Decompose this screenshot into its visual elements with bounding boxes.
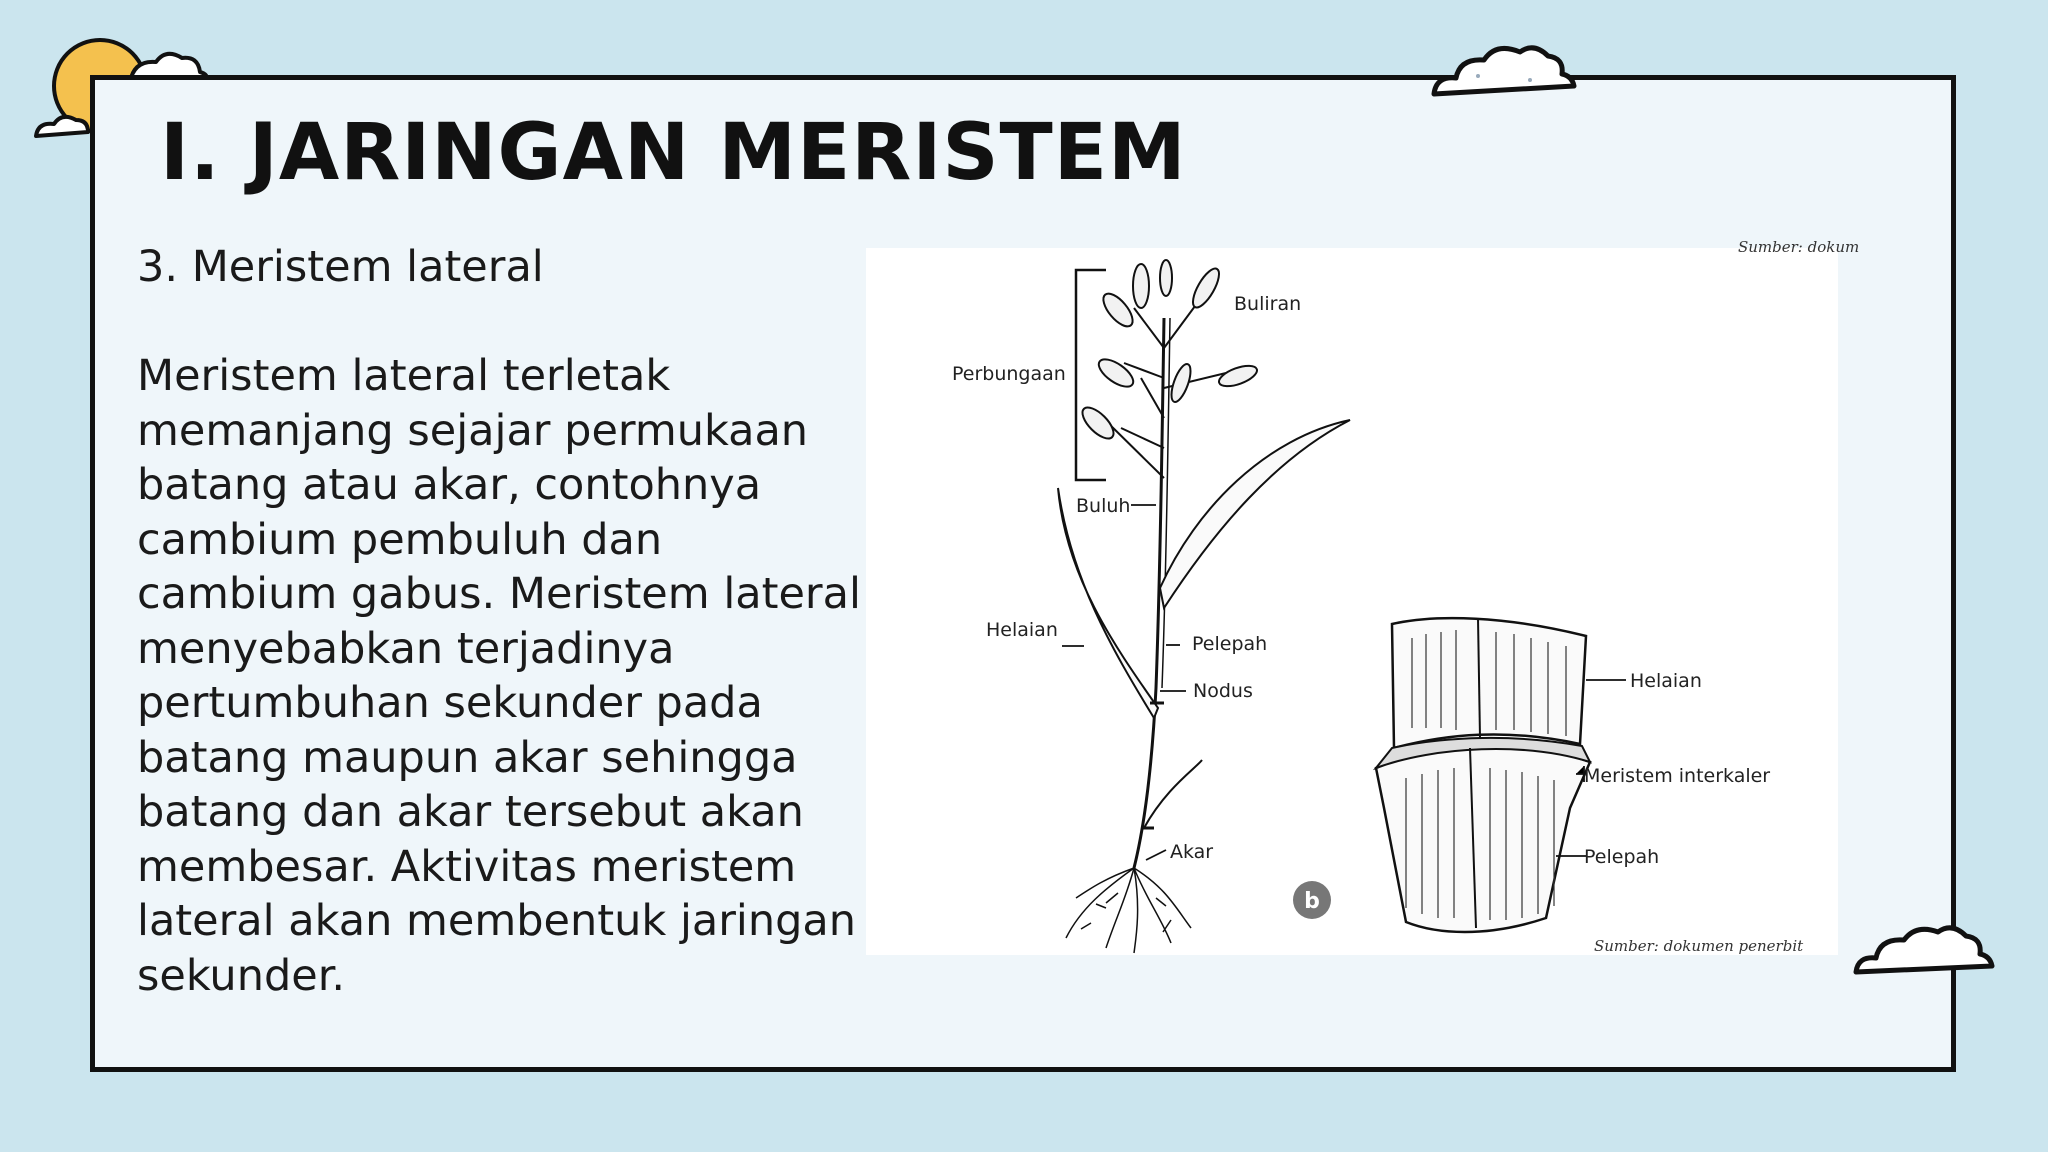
body-line: menyebabkan terjadinya — [137, 623, 675, 674]
label-buluh: Buluh — [1076, 495, 1131, 517]
figure-source: Sumber: dokumen penerbit — [1594, 937, 1804, 955]
label-nodus: Nodus — [1193, 680, 1253, 702]
slide-title: I. JARINGAN MERISTEM — [160, 108, 1187, 198]
body-line: memanjang sejajar permukaan — [137, 405, 809, 456]
body-line: Meristem lateral terletak — [137, 351, 671, 401]
body-line: batang maupun akar sehingga — [137, 732, 798, 783]
label-pelepah: Pelepah — [1192, 633, 1268, 655]
plant-figure — [866, 238, 1860, 955]
body-line: cambium gabus. Meristem lateral — [137, 569, 861, 619]
detail-label-meristem-interkaler: Meristem interkaler — [1584, 765, 1771, 787]
label-buliran: Buliran — [1234, 293, 1302, 315]
figure-source-top: Sumber: dokum — [1738, 238, 1860, 256]
detail-label-pelepah: Pelepah — [1584, 846, 1660, 868]
plant-illustration — [866, 238, 1860, 955]
body-line: membesar. Aktivitas meristem — [137, 841, 797, 892]
body-text — [137, 349, 867, 1003]
subtitle: 3. Meristem lateral — [137, 242, 544, 292]
label-akar: Akar — [1170, 841, 1214, 863]
cloud-icon — [1430, 42, 1580, 102]
body-line: batang atau akar, contohnya — [137, 460, 762, 510]
detail-label-helaian: Helaian — [1630, 670, 1702, 692]
label-helaian: Helaian — [986, 619, 1058, 641]
body-line: cambium pembuluh dan — [137, 514, 663, 565]
body-line: pertumbuhan sekunder pada — [137, 678, 763, 728]
panel-letter: b — [1304, 889, 1320, 914]
cloud-icon — [1852, 924, 2002, 980]
body-line: batang dan akar tersebut akan — [137, 787, 804, 837]
body-line: lateral akan membentuk jaringan — [137, 896, 857, 946]
body-line: sekunder. — [137, 950, 346, 1001]
label-perbungaan: Perbungaan — [952, 363, 1066, 385]
